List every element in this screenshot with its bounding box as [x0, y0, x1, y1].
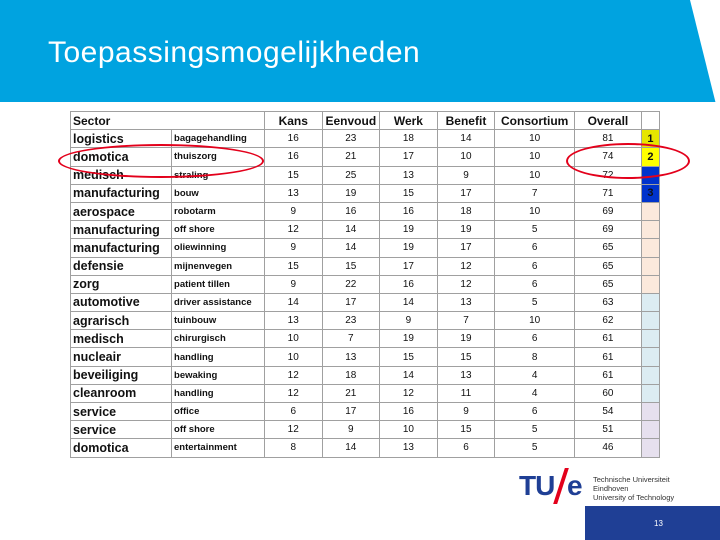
cell-werk: 19 [380, 239, 438, 257]
cell-werk: 13 [380, 439, 438, 457]
cell-application: entertainment [172, 439, 265, 457]
cell-kans: 16 [264, 148, 322, 166]
column-header-benefit: Benefit [437, 112, 495, 130]
cell-overall: 51 [575, 421, 642, 439]
cell-kans: 14 [264, 293, 322, 311]
table-row [71, 348, 660, 366]
cell-werk: 16 [380, 275, 438, 293]
table-row [71, 275, 660, 293]
cell-sector: medisch [71, 166, 172, 184]
cell-benefit: 15 [437, 421, 495, 439]
cell-consortium: 6 [495, 257, 575, 275]
cell-benefit: 18 [437, 202, 495, 220]
cell-eenvoud: 17 [322, 403, 380, 421]
cell-consortium: 6 [495, 275, 575, 293]
cell-consortium: 8 [495, 348, 575, 366]
cell-overall: 65 [575, 239, 642, 257]
cell-werk: 14 [380, 366, 438, 384]
cell-eenvoud: 15 [322, 257, 380, 275]
cell-overall: 81 [575, 130, 642, 148]
cell-overall: 69 [575, 202, 642, 220]
column-header-consortium: Consortium [495, 112, 575, 130]
cell-overall: 46 [575, 439, 642, 457]
cell-overall: 60 [575, 384, 642, 402]
page-number: 13 [654, 519, 663, 528]
cell-sector: zorg [71, 275, 172, 293]
cell-werk: 19 [380, 221, 438, 239]
cell-benefit: 10 [437, 148, 495, 166]
cell-overall: 69 [575, 221, 642, 239]
cell-rank [641, 275, 659, 293]
column-header-werk: Werk [380, 112, 438, 130]
cell-werk: 16 [380, 202, 438, 220]
cell-consortium: 4 [495, 384, 575, 402]
cell-overall: 65 [575, 257, 642, 275]
table-row [71, 439, 660, 457]
cell-benefit: 6 [437, 439, 495, 457]
table-row [71, 330, 660, 348]
cell-rank: 2 [641, 148, 659, 166]
cell-benefit: 12 [437, 257, 495, 275]
cell-sector: domotica [71, 439, 172, 457]
cell-sector: medisch [71, 330, 172, 348]
cell-benefit: 9 [437, 403, 495, 421]
cell-consortium: 5 [495, 221, 575, 239]
cell-kans: 9 [264, 202, 322, 220]
cell-application: handling [172, 348, 265, 366]
cell-eenvoud: 21 [322, 384, 380, 402]
cell-werk: 15 [380, 348, 438, 366]
table-row [71, 403, 660, 421]
table-row [71, 312, 660, 330]
cell-consortium: 6 [495, 239, 575, 257]
cell-benefit: 17 [437, 184, 495, 202]
cell-overall: 61 [575, 348, 642, 366]
column-header-kans: Kans [264, 112, 322, 130]
cell-eenvoud: 18 [322, 366, 380, 384]
cell-application: driver assistance [172, 293, 265, 311]
cell-eenvoud: 16 [322, 202, 380, 220]
logo-tu-text: TU [519, 470, 555, 501]
cell-werk: 17 [380, 257, 438, 275]
cell-overall: 72 [575, 166, 642, 184]
cell-werk: 17 [380, 148, 438, 166]
cell-kans: 12 [264, 366, 322, 384]
logo-e-text: e [567, 470, 583, 501]
cell-benefit: 13 [437, 366, 495, 384]
cell-kans: 12 [264, 384, 322, 402]
cell-kans: 12 [264, 421, 322, 439]
cell-benefit: 13 [437, 293, 495, 311]
cell-eenvoud: 14 [322, 239, 380, 257]
cell-rank [641, 293, 659, 311]
cell-werk: 15 [380, 184, 438, 202]
cell-eenvoud: 22 [322, 275, 380, 293]
cell-overall: 74 [575, 148, 642, 166]
cell-rank [641, 439, 659, 457]
cell-rank [641, 330, 659, 348]
cell-sector: cleanroom [71, 384, 172, 402]
logo-line-1: Technische Universiteit [593, 475, 670, 484]
cell-consortium: 10 [495, 148, 575, 166]
cell-kans: 9 [264, 239, 322, 257]
cell-application: patient tillen [172, 275, 265, 293]
table-row [71, 239, 660, 257]
cell-eenvoud: 23 [322, 130, 380, 148]
cell-application: handling [172, 384, 265, 402]
highlight-circle-overall [566, 143, 690, 179]
slide-title: Toepassingsmogelijkheden [48, 36, 421, 69]
cell-benefit: 9 [437, 166, 495, 184]
cell-benefit: 19 [437, 330, 495, 348]
cell-rank [641, 202, 659, 220]
cell-application: off shore [172, 221, 265, 239]
cell-eenvoud: 17 [322, 293, 380, 311]
cell-benefit: 14 [437, 130, 495, 148]
cell-consortium: 7 [495, 184, 575, 202]
cell-sector: agrarisch [71, 312, 172, 330]
cell-overall: 61 [575, 330, 642, 348]
column-header-overall: Overall [575, 112, 642, 130]
column-header-sector: Sector [71, 112, 265, 130]
cell-rank [641, 257, 659, 275]
cell-sector: defensie [71, 257, 172, 275]
cell-eenvoud: 14 [322, 439, 380, 457]
cell-benefit: 15 [437, 348, 495, 366]
cell-werk: 19 [380, 330, 438, 348]
cell-consortium: 10 [495, 166, 575, 184]
cell-sector: manufacturing [71, 239, 172, 257]
cell-sector: beveiliging [71, 366, 172, 384]
cell-sector: service [71, 403, 172, 421]
cell-eenvoud: 19 [322, 184, 380, 202]
cell-kans: 10 [264, 348, 322, 366]
cell-benefit: 11 [437, 384, 495, 402]
header-corner-cut [690, 0, 720, 102]
logo-line-3: University of Technology [593, 493, 675, 502]
table-body [71, 130, 660, 457]
cell-werk: 9 [380, 312, 438, 330]
cell-application: chirurgisch [172, 330, 265, 348]
logo-line-2: Eindhoven [593, 484, 629, 493]
cell-rank [641, 366, 659, 384]
cell-sector: nucleair [71, 348, 172, 366]
cell-sector: logistics [71, 130, 172, 148]
cell-application: thuiszorg [172, 148, 265, 166]
cell-overall: 54 [575, 403, 642, 421]
cell-overall: 61 [575, 366, 642, 384]
cell-eenvoud: 14 [322, 221, 380, 239]
cell-werk: 10 [380, 421, 438, 439]
cell-consortium: 6 [495, 403, 575, 421]
cell-eenvoud: 13 [322, 348, 380, 366]
cell-sector: aerospace [71, 202, 172, 220]
cell-werk: 14 [380, 293, 438, 311]
cell-werk: 13 [380, 166, 438, 184]
cell-consortium: 4 [495, 366, 575, 384]
cell-application: bagagehandling [172, 130, 265, 148]
cell-eenvoud: 25 [322, 166, 380, 184]
cell-consortium: 10 [495, 312, 575, 330]
cell-kans: 12 [264, 221, 322, 239]
cell-application: office [172, 403, 265, 421]
cell-benefit: 7 [437, 312, 495, 330]
cell-benefit: 19 [437, 221, 495, 239]
cell-eenvoud: 7 [322, 330, 380, 348]
cell-consortium: 5 [495, 293, 575, 311]
cell-eenvoud: 23 [322, 312, 380, 330]
cell-application: tuinbouw [172, 312, 265, 330]
cell-rank [641, 312, 659, 330]
table-row [71, 293, 660, 311]
table-row [71, 257, 660, 275]
cell-application: mijnenvegen [172, 257, 265, 275]
cell-consortium: 10 [495, 130, 575, 148]
cell-rank: 3 [641, 184, 659, 202]
cell-overall: 71 [575, 184, 642, 202]
cell-benefit: 17 [437, 239, 495, 257]
cell-kans: 15 [264, 257, 322, 275]
cell-consortium: 10 [495, 202, 575, 220]
column-header-rank [641, 112, 659, 130]
column-header-eenvoud: Eenvoud [322, 112, 380, 130]
cell-rank [641, 421, 659, 439]
cell-werk: 16 [380, 403, 438, 421]
footer-bar [585, 506, 720, 540]
cell-overall: 62 [575, 312, 642, 330]
cell-sector: manufacturing [71, 184, 172, 202]
cell-rank [641, 384, 659, 402]
cell-consortium: 5 [495, 421, 575, 439]
cell-overall: 65 [575, 275, 642, 293]
cell-rank [641, 221, 659, 239]
cell-eenvoud: 9 [322, 421, 380, 439]
cell-application: straling [172, 166, 265, 184]
cell-consortium: 5 [495, 439, 575, 457]
table-row [71, 384, 660, 402]
cell-rank [641, 239, 659, 257]
cell-application: bouw [172, 184, 265, 202]
logo-university-name [593, 475, 693, 502]
cell-kans: 9 [264, 275, 322, 293]
cell-consortium: 6 [495, 330, 575, 348]
cell-rank [641, 348, 659, 366]
table-header-row [71, 112, 660, 130]
table-row [71, 366, 660, 384]
cell-kans: 13 [264, 312, 322, 330]
highlight-circle-domotica [58, 144, 264, 178]
cell-sector: service [71, 421, 172, 439]
cell-rank: 1 [641, 130, 659, 148]
cell-application: oliewinning [172, 239, 265, 257]
cell-kans: 6 [264, 403, 322, 421]
cell-rank [641, 403, 659, 421]
slide-header [0, 0, 720, 102]
cell-application: bewaking [172, 366, 265, 384]
cell-kans: 15 [264, 166, 322, 184]
cell-werk: 18 [380, 130, 438, 148]
cell-application: robotarm [172, 202, 265, 220]
cell-overall: 63 [575, 293, 642, 311]
cell-benefit: 12 [437, 275, 495, 293]
cell-sector: manufacturing [71, 221, 172, 239]
cell-kans: 13 [264, 184, 322, 202]
cell-kans: 8 [264, 439, 322, 457]
cell-eenvoud: 21 [322, 148, 380, 166]
cell-sector: domotica [71, 148, 172, 166]
cell-werk: 12 [380, 384, 438, 402]
cell-kans: 10 [264, 330, 322, 348]
table-row [71, 184, 660, 202]
cell-application: off shore [172, 421, 265, 439]
table-row [71, 221, 660, 239]
cell-kans: 16 [264, 130, 322, 148]
table-row [71, 202, 660, 220]
table-row [71, 421, 660, 439]
cell-sector: automotive [71, 293, 172, 311]
